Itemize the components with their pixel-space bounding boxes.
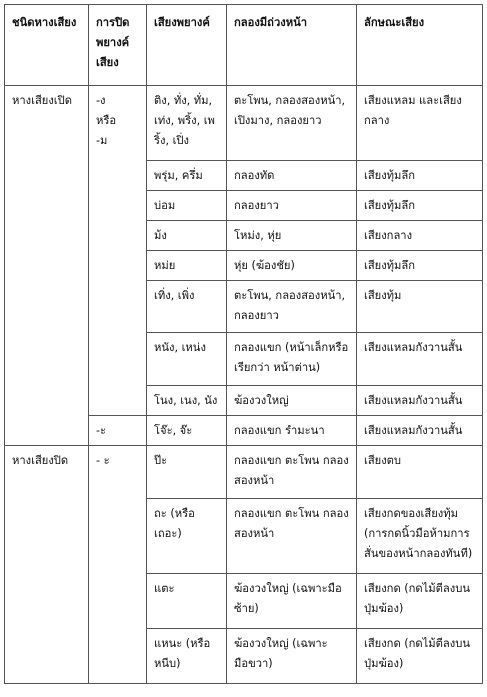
drum-cell: โหม่ง, หุ่ย — [227, 221, 357, 251]
sound-cell: เสียงกดของเสียงทุ้ม (การกดนิ้วมือห้ามการสั่นของหน้ากลองทันที) — [357, 499, 483, 574]
drum-cell: ฆ้องวงใหญ่ (เฉพาะมือซ้าย) — [227, 574, 357, 629]
syllable-cell: ถะ (หรือ เถอะ) — [147, 499, 227, 574]
sound-cell: เสียงกด (กดไม้ตีลงบนปุ่มฆ้อง) — [357, 574, 483, 629]
header-drum: กลองมีถ่วงหน้า — [227, 5, 357, 86]
drum-cell: ฆ้องวงใหญ่ — [227, 386, 357, 416]
sound-cell: เสียงแหลมกังวานสั้น — [357, 386, 483, 416]
closing-cell: -ง หรือ -ม — [89, 86, 147, 416]
drum-cell: กลองแขก รำมะนา — [227, 416, 357, 446]
sound-cell: เสียงแหลมกังวานสั้น — [357, 333, 483, 386]
sound-cell: เสียงแหลมกังวานสั้น — [357, 416, 483, 446]
syllable-cell: แหนะ (หรือ หนีบ) — [147, 629, 227, 684]
syllable-cell: ป๊ะ — [147, 446, 227, 499]
syllable-cell: หนัง, เหน่ง — [147, 333, 227, 386]
drum-cell: ฆ้องวงใหญ่ (เฉพาะมือขวา) — [227, 629, 357, 684]
drum-cell: กลองแขก ตะโพน กลองสองหน้า — [227, 446, 357, 499]
sound-cell: เสียงทุ้ม — [357, 281, 483, 333]
table-row — [5, 86, 483, 161]
drum-cell: กลองแขก ตะโพน กลองสองหน้า — [227, 499, 357, 574]
table-row — [5, 446, 483, 499]
sound-cell: เสียงแหลม และเสียงกลาง — [357, 86, 483, 161]
closing-cell: - ะ — [89, 446, 147, 684]
ending-type-cell: หางเสียงปิด — [5, 446, 89, 684]
closing-cell: -ะ — [89, 416, 147, 446]
header-ending-type: ชนิดหางเสียง — [5, 5, 89, 86]
table-header-row — [5, 5, 483, 86]
drum-cell: หุ่ย (ฆ้องชัย) — [227, 251, 357, 281]
syllable-cell: บ่อม — [147, 191, 227, 221]
syllable-cell: หม่ย — [147, 251, 227, 281]
drum-cell: กลองทัด — [227, 161, 357, 191]
header-sound: ลักษณะเสียง — [357, 5, 483, 86]
drum-cell: ตะโพน, กลองสองหน้า, เปิงมาง, กลองยาว — [227, 86, 357, 161]
sound-cell: เสียงตบ — [357, 446, 483, 499]
sound-cell: เสียงทุ้มลึก — [357, 191, 483, 221]
header-closing: การปิดพยางค์เสียง — [89, 5, 147, 86]
header-syllable: เสียงพยางค์ — [147, 5, 227, 86]
ending-type-cell: หางเสียงเปิด — [5, 86, 89, 446]
drum-cell: ตะโพน, กลองสองหน้า, กลองยาว — [227, 281, 357, 333]
syllable-cell: แตะ — [147, 574, 227, 629]
drum-syllable-table — [4, 4, 483, 684]
syllable-cell: ม้ง — [147, 221, 227, 251]
syllable-cell: โจ๊ะ, จ๊ะ — [147, 416, 227, 446]
drum-cell: กลองยาว — [227, 191, 357, 221]
sound-cell: เสียงกลาง — [357, 221, 483, 251]
syllable-cell: โนง, เนง, นัง — [147, 386, 227, 416]
syllable-cell: ติง, ทั่ง, ทั่ม, เท่ง, พริ้ง, เพริ้ง, เปิ่ง — [147, 86, 227, 161]
syllable-cell: เทิ่ง, เพิ่ง — [147, 281, 227, 333]
sound-cell: เสียงทุ้มลึก — [357, 251, 483, 281]
syllable-cell: พรุ่ม, ครึ่ม — [147, 161, 227, 191]
sound-cell: เสียงกด (กดไม้ตีลงบนปุ่มฆ้อง) — [357, 629, 483, 684]
sound-cell: เสียงทุ้มลึก — [357, 161, 483, 191]
drum-cell: กลองแขก (หน้าเล็กหรือเรียกว่า หน้าต่าน) — [227, 333, 357, 386]
